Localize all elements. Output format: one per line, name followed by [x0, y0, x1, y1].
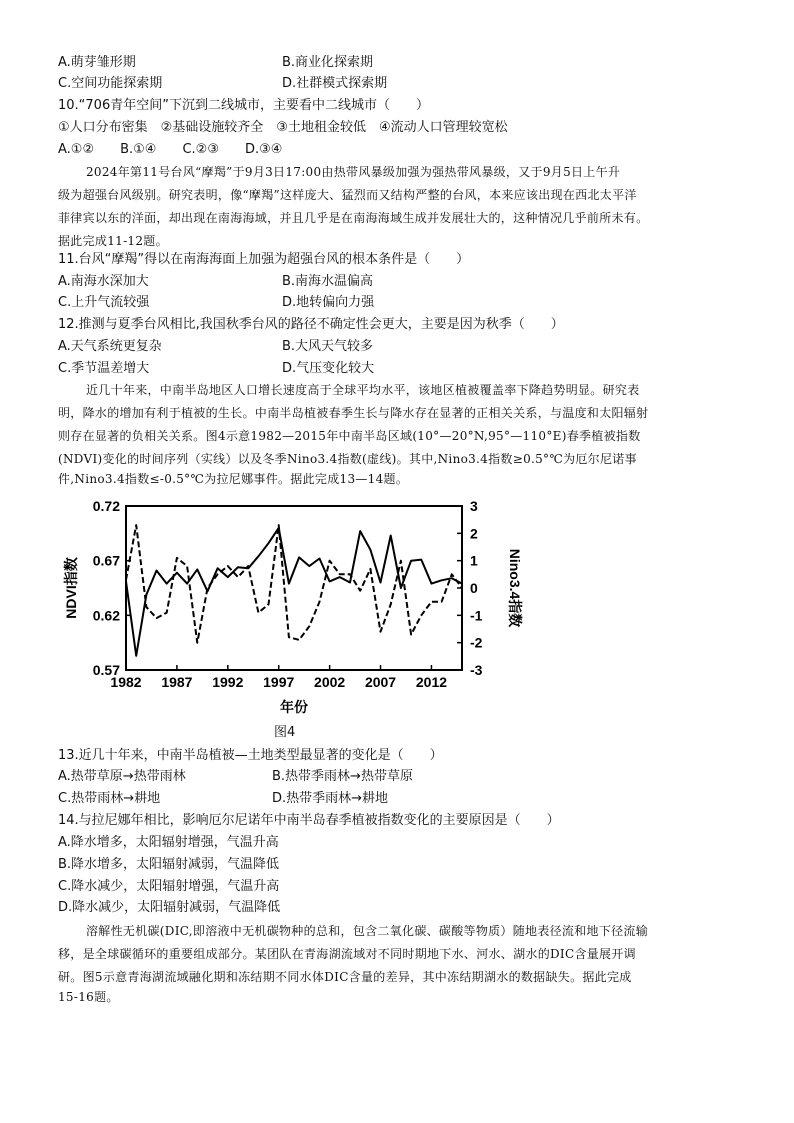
q12-stem: 12.推测与夏季台风相比,我国秋季台风的路径不确定性会更大，主要是因为秋季（ ） — [58, 317, 564, 332]
typhoon-passage-line: 菲律宾以东的洋面，却出现在南海海域，并且几乎是在南海海域生成并发展壮大的，这种情况几乎前所未有。 — [58, 211, 649, 225]
nino34-series-line — [126, 525, 462, 643]
right-tick-label: 0 — [470, 580, 478, 596]
typhoon-passage-line: 2024年第11号台风“摩羯”于9月3日17:00由热带风暴级加强为强热带风暴级，又于9月5日上午升 — [86, 165, 621, 179]
right-tick-label: 1 — [470, 552, 478, 569]
right-tick-label: 3 — [470, 498, 478, 514]
q11-option-a: A.南海水深加大 — [58, 274, 149, 289]
q10-items: ①人口分布密集 ②基础设施较齐全 ③土地租金较低 ④流动人口管理较宽松 — [58, 120, 508, 135]
dic-passage-line: 研。图5示意青海湖流域融化期和冻结期不同水体DIC含量的差异，其中冻结期湖水的数据缺失。据此完成 — [58, 970, 632, 984]
right-tick-label: -2 — [470, 634, 483, 651]
q9-option-c: C.空间功能探索期 — [58, 76, 163, 91]
q14-stem: 14.与拉尼娜年相比，影响厄尔尼诺年中南半岛春季植被指数变化的主要原因是（ ） — [58, 813, 560, 828]
q10-options: A.①② B.①④ C.②③ D.③④ — [58, 142, 283, 157]
dic-passage-line: 移，是全球碳循环的重要组成部分。某团队在青海湖流域对不同时期地下水、河水、湖水的DIC含量展开调 — [58, 947, 636, 961]
q10-stem: 10.“706青年空间”下沉到二线城市，主要看中二线城市（ ） — [58, 98, 429, 113]
q14-option-c: C.降水减少，太阳辐射增强，气温升高 — [58, 879, 280, 894]
left-tick-label: 0.57 — [92, 662, 120, 678]
q12-option-c: C.季节温差增大 — [58, 361, 150, 376]
left-axis-label: NDVI指数 — [63, 557, 79, 619]
typhoon-passage-line: 级为超强台风级别。研究表明，像“摩羯”这样庞大、猛烈而又结构严整的台风，本来应该出现在西北太平洋 — [58, 188, 637, 202]
q11-option-c: C.上升气流较强 — [58, 295, 150, 310]
q13-option-b: B.热带季雨林→热带草原 — [272, 769, 413, 784]
q13-option-d: D.热带季雨林→耕地 — [272, 791, 389, 806]
x-axis-label: 年份 — [280, 699, 308, 715]
q14-option-a: A.降水增多，太阳辐射增强，气温升高 — [58, 835, 279, 850]
q11-option-b: B.南海水温偏高 — [282, 274, 374, 289]
q12-option-a: A.天气系统更复杂 — [58, 339, 162, 354]
q13-option-c: C.热带雨林→耕地 — [58, 791, 161, 806]
left-tick-label: 0.72 — [92, 498, 120, 514]
q9-option-b: B.商业化探索期 — [282, 55, 374, 70]
q14-option-b: B.降水增多，太阳辐射减弱，气温降低 — [58, 857, 280, 872]
ndvi-passage-line: 件,Nino3.4指数≤-0.5°℃为拉尼娜事件。据此完成13—14题。 — [58, 472, 409, 486]
right-axis-label: Nino3.4指数 — [507, 548, 523, 628]
dic-passage-line: 溶解性无机碳(DIC,即溶液中无机碳物种的总和，包含二氧化碳、碳酸等物质）随地表径流和地下径流输 — [86, 924, 649, 938]
ndvi-series-line — [126, 528, 462, 656]
x-tick-label: 1982 — [110, 674, 142, 690]
plot-frame — [126, 506, 462, 670]
q9-option-a: A.萌芽雏形期 — [58, 55, 136, 70]
left-tick-label: 0.67 — [92, 552, 120, 569]
dic-passage-line: 15-16题。 — [58, 990, 119, 1004]
figure-caption: 图4 — [274, 725, 296, 740]
q12-option-d: D.气压变化较大 — [282, 361, 375, 376]
x-tick-label: 2002 — [314, 674, 346, 690]
right-tick-label: 2 — [470, 525, 478, 542]
figure-4 — [60, 490, 540, 750]
x-tick-label: 1992 — [212, 674, 244, 690]
ndvi-passage-line: 则存在显著的负相关关系。图4示意1982—2015年中南半岛区域(10°—20°N,95°—110°E)春季植被指数 — [58, 429, 641, 443]
right-tick-label: -1 — [470, 607, 483, 624]
q12-option-b: B.大风天气较多 — [282, 339, 374, 354]
q13-stem: 13.近几十年来，中南半岛植被—土地类型最显著的变化是（ ） — [58, 748, 443, 763]
x-tick-label: 1997 — [263, 674, 295, 690]
typhoon-passage-line: 据此完成11-12题。 — [58, 234, 168, 248]
right-tick-label: -3 — [470, 662, 483, 678]
x-tick-label: 1987 — [161, 674, 193, 690]
q14-option-d: D.降水减少，太阳辐射减弱，气温降低 — [58, 900, 281, 915]
q11-stem: 11.台风“摩羯”得以在南海海面上加强为超强台风的根本条件是（ ） — [58, 252, 470, 267]
q13-option-a: A.热带草原→热带雨林 — [58, 769, 186, 784]
ndvi-passage-line: 明，降水的增加有利于植被的生长。中南半岛植被春季生长与降水存在显著的正相关关系，与温度和太阳辐射 — [58, 406, 649, 420]
ndvi-passage-line: (NDVI)变化的时间序列（实线）以及冬季Nino3.4指数(虚线)。其中,Nino3.4指数≥0.5°℃为厄尔尼诺事 — [58, 452, 637, 466]
ndvi-nino-chart — [60, 490, 540, 746]
q11-option-d: D.地转偏向力强 — [282, 295, 375, 310]
x-tick-label: 2012 — [415, 674, 448, 690]
q9-option-d: D.社群模式探索期 — [282, 76, 388, 91]
left-tick-label: 0.62 — [92, 607, 120, 624]
ndvi-passage-line: 近几十年来，中南半岛地区人口增长速度高于全球平均水平，该地区植被覆盖率下降趋势明显。研究表 — [86, 383, 640, 397]
x-tick-label: 2007 — [364, 674, 397, 690]
